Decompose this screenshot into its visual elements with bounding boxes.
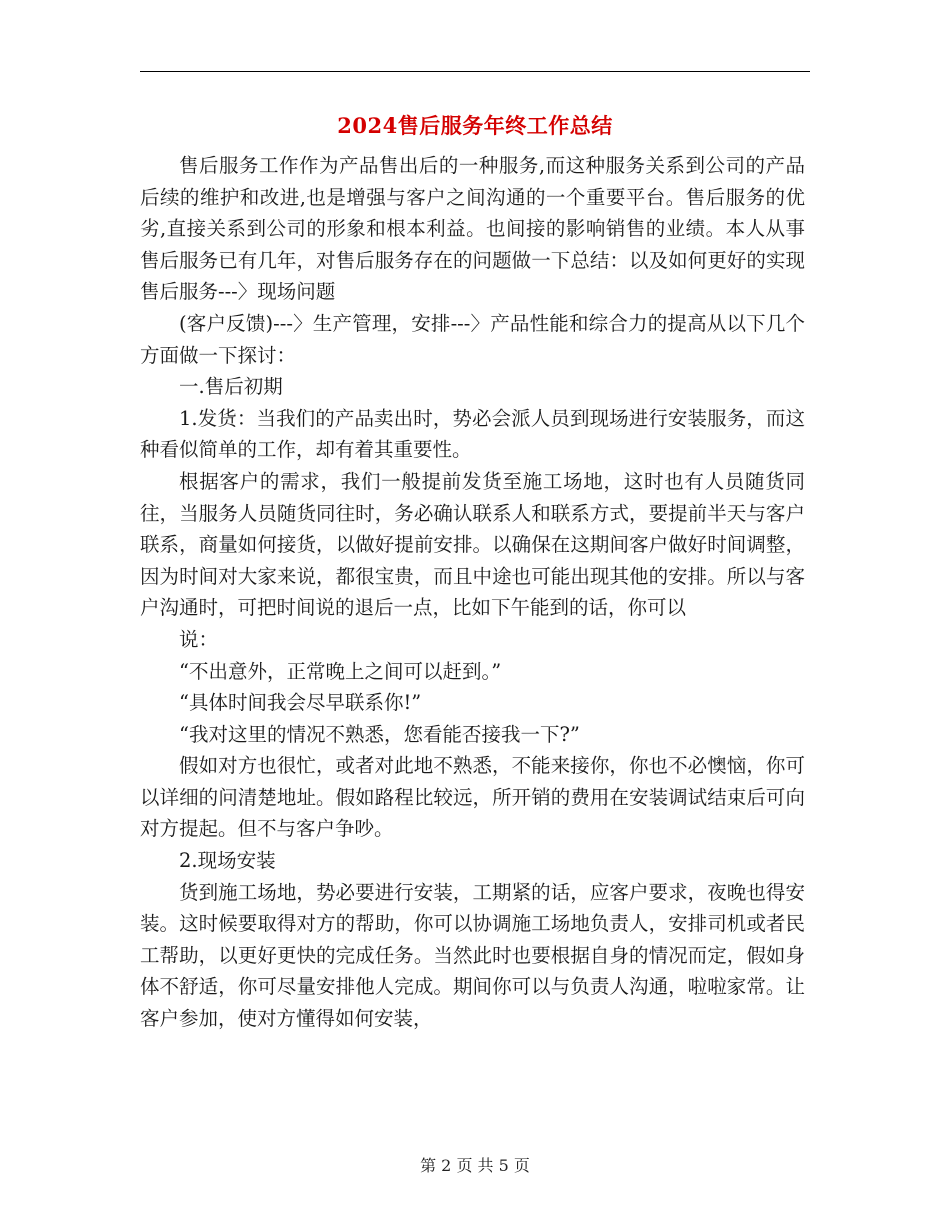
paragraph-customer-needs: 根据客户的需求，我们一般提前发货至施工场地，这时也有人员随货同往，当服务人员随货同往时，务必确认联系人和联系方式，要提前半天与客户联系，商量如何接货，以做好提前安排。以确保在这期间客户做好时间调整，因为时间对大家来说，都很宝贵，而且中途也可能出现其他的安排。所以与客户沟通时，可把时间说的退后一点，比如下午能到的话，你可以	[140, 469, 805, 620]
section-heading-install: 2.现场安装	[179, 849, 276, 873]
document-title: 2024售后服务年终工作总结	[337, 113, 613, 138]
section-heading-early: 一.售后初期	[179, 375, 283, 399]
header-rule	[140, 71, 810, 72]
quote-2: “具体时间我会尽早联系你!”	[179, 691, 422, 715]
paragraph-say: 说：	[179, 627, 219, 651]
quote-3: “我对这里的情况不熟悉，您看能否接我一下?”	[179, 722, 580, 746]
paragraph-shipping: 1.发货：当我们的产品卖出时，势必会派人员到现场进行安装服务，而这种看似简单的工作，却有着其重要性。	[140, 406, 805, 462]
paragraph-intro: 售后服务工作作为产品售出后的一种服务,而这种服务关系到公司的产品后续的维护和改进,也是增强与客户之间沟通的一个重要平台。售后服务的优劣,直接关系到公司的形象和根本利益。也间接的影响销售的业绩。本人从事售后服务已有几年，对售后服务存在的问题做一下总结：以及如何更好的实现售后服务---〉现场问题	[140, 154, 805, 304]
paragraph-busy: 假如对方也很忙，或者对此地不熟悉，不能来接你，你也不必懊恼，你可以详细的问清楚地址。假如路程比较远，所开销的费用在安装调试结束后可向对方提起。但不与客户争吵。	[140, 754, 805, 841]
page-number: 第 2 页 共 5 页	[420, 1156, 530, 1175]
document-body	[140, 150, 805, 1035]
quote-1: “不出意外，正常晚上之间可以赶到。”	[179, 659, 502, 683]
paragraph-install: 货到施工场地，势必要进行安装，工期紧的话，应客户要求，夜晚也得安装。这时候要取得对方的帮助，你可以协调施工场地负责人，安排司机或者民工帮助，以更好更快的完成任务。当然此时也要根据自身的情况而定，假如身体不舒适，你可尽量安排他人完成。期间你可以与负责人沟通，啦啦家常。让客户参加，使对方懂得如何安装，	[140, 880, 805, 1031]
paragraph-intro-cont: (客户反馈)---〉生产管理，安排---〉产品性能和综合力的提高从以下几个方面做一下探讨：	[140, 311, 805, 367]
